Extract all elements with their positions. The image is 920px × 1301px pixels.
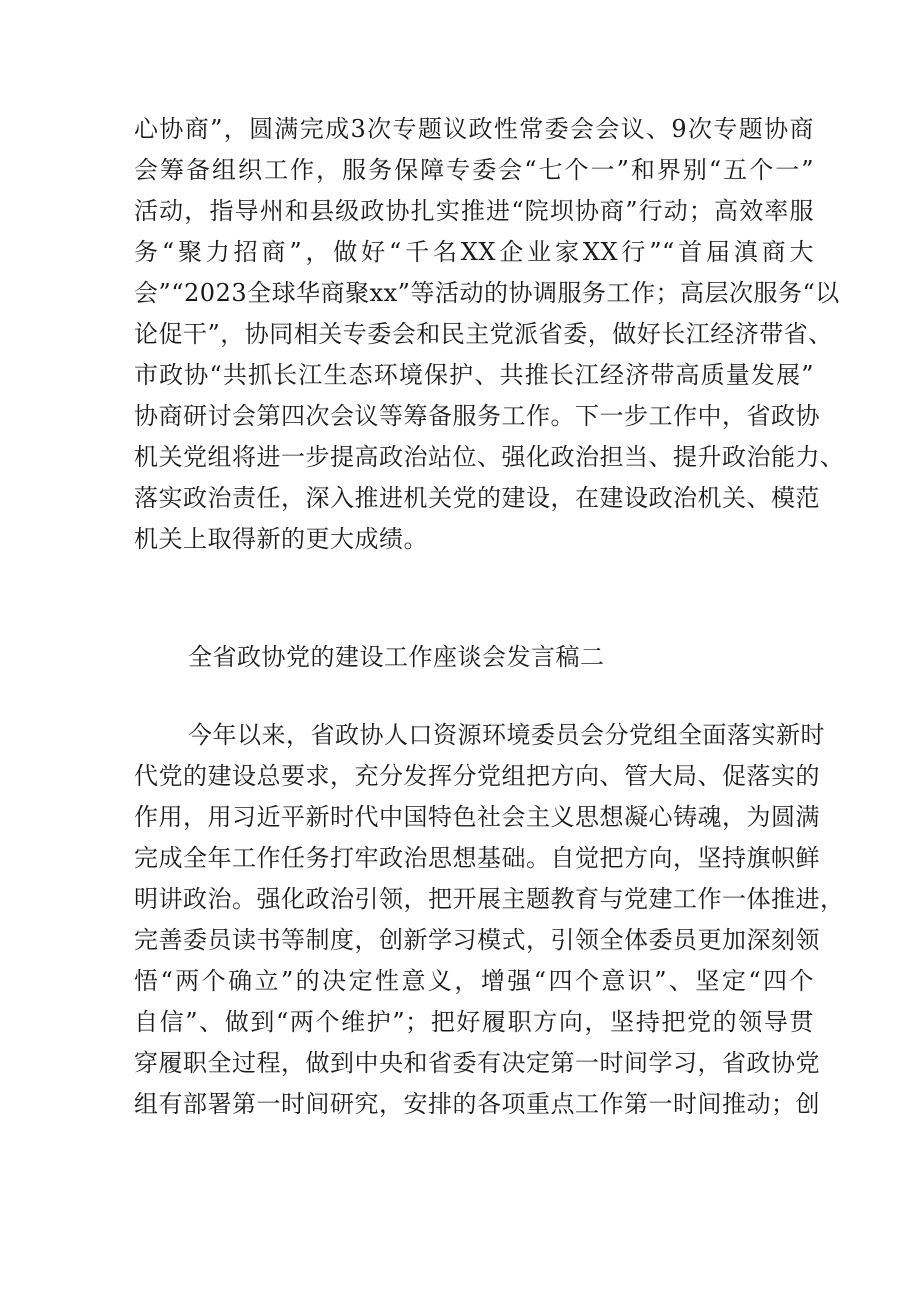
paragraph-line: 完成全年工作任务打牢政治思想基础。自觉把方向，坚持旗帜鲜 (134, 844, 820, 872)
paragraph-line: 明讲政治。强化政治引领，把开展主题教育与党建工作一体推进， (134, 885, 845, 913)
paragraph-line: 悟“两个确立”的决定性意义，增强“四个意识”、坚定“四个 (134, 967, 814, 995)
paragraph-2 (134, 715, 845, 1125)
paragraph-line: 机关党组将进一步提高政治站位、强化政治担当、提升政治能力、 (134, 443, 845, 471)
paragraph-line: 完善委员读书等制度，创新学习模式，引领全体委员更加深刻领 (134, 926, 820, 954)
paragraph-line: 会”“2023全球华商聚xx”等活动的协调服务工作；高层次服务“以 (134, 279, 840, 307)
paragraph-line: 落实政治责任，深入推进机关党的建设，在建设政治机关、模范 (134, 484, 820, 512)
section-heading: 全省政协党的建设工作座谈会发言稿二 (188, 643, 605, 671)
paragraph-line: 机关上取得新的更大成绩。 (134, 525, 428, 553)
paragraph-line: 会筹备组织工作，服务保障专委会“七个一”和界别“五个一” (134, 156, 814, 184)
paragraph-line: 组有部署第一时间研究，安排的各项重点工作第一时间推动；创 (134, 1090, 820, 1118)
paragraph-line: 市政协“共抓长江生态环境保护、共推长江经济带高质量发展” (134, 361, 814, 389)
paragraph-line: 务“聚力招商”，做好“千名XX企业家XX行”“首届滇商大 (134, 238, 814, 266)
paragraph-1 (134, 109, 845, 560)
paragraph-line: 协商研讨会第四次会议等筹备服务工作。下一步工作中，省政协 (134, 402, 820, 430)
paragraph-line: 今年以来，省政协人口资源环境委员会分党组全面落实新时 (188, 721, 825, 749)
paragraph-line: 自信”、做到“两个维护”；把好履职方向，坚持把党的领导贯 (134, 1008, 814, 1036)
paragraph-line: 作用，用习近平新时代中国特色社会主义思想凝心铸魂，为圆满 (134, 803, 820, 831)
paragraph-line: 代党的建设总要求，充分发挥分党组把方向、管大局、促落实的 (134, 762, 820, 790)
paragraph-line: 活动，指导州和县级政协扎实推进“院坝协商”行动；高效率服 (134, 197, 814, 225)
paragraph-line: 穿履职全过程，做到中央和省委有决定第一时间学习，省政协党 (134, 1049, 820, 1077)
paragraph-line: 论促干”，协同相关专委会和民主党派省委，做好长江经济带省、 (134, 320, 833, 348)
paragraph-line: 心协商”，圆满完成3次专题议政性常委会会议、9次专题协商 (134, 115, 814, 143)
